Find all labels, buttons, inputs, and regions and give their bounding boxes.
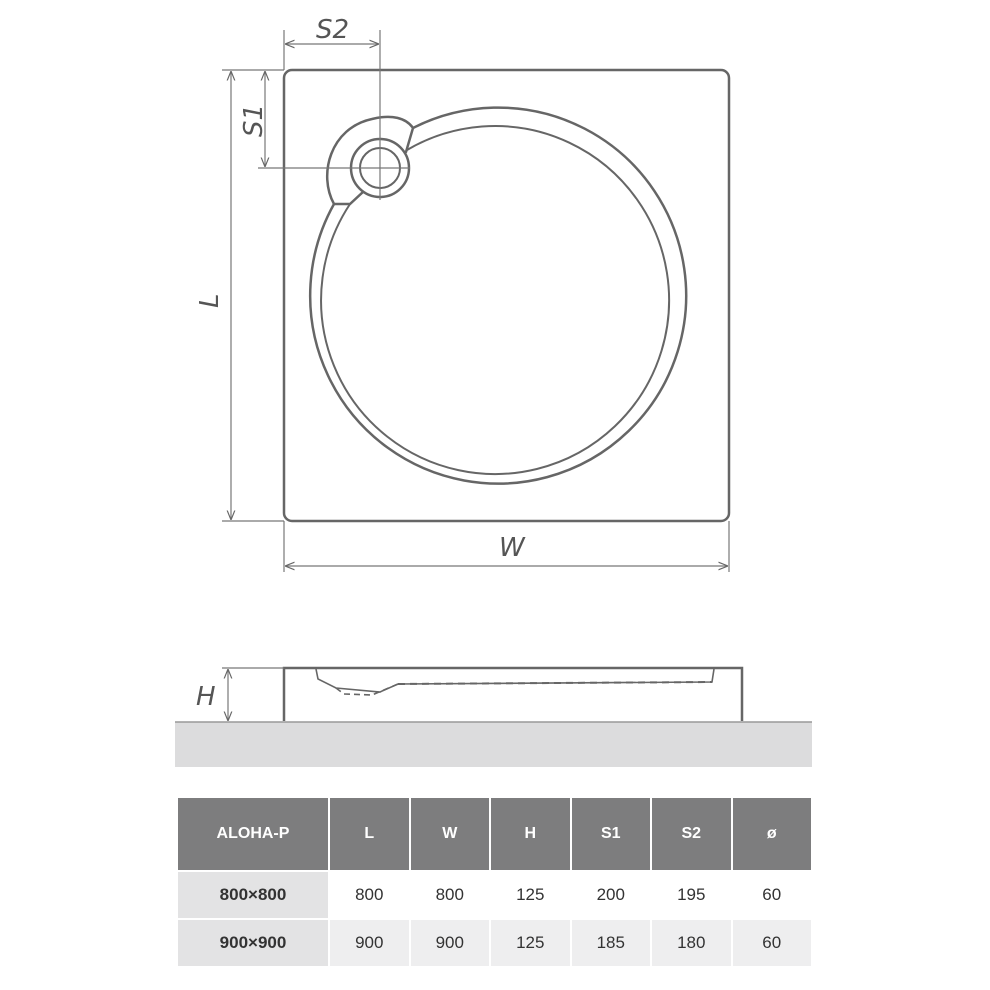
model-cell: 800×800 bbox=[177, 871, 329, 919]
s1-cell: 185 bbox=[571, 919, 652, 967]
w-cell: 900 bbox=[410, 919, 491, 967]
s1-label: S1 bbox=[239, 103, 269, 137]
header-diameter: ø bbox=[732, 797, 813, 871]
tray-side-outline bbox=[284, 668, 742, 721]
specification-table bbox=[176, 796, 813, 968]
s2-cell: 195 bbox=[651, 871, 732, 919]
dimension-h bbox=[222, 668, 284, 720]
dimension-l bbox=[222, 72, 284, 521]
table-row bbox=[177, 871, 812, 919]
header-h: H bbox=[490, 797, 571, 871]
l-cell: 800 bbox=[329, 871, 410, 919]
s2-cell: 180 bbox=[651, 919, 732, 967]
side-view bbox=[284, 668, 742, 721]
h-cell: 125 bbox=[490, 871, 571, 919]
top-view bbox=[284, 70, 729, 521]
diameter-cell: 60 bbox=[732, 871, 813, 919]
l-label: L bbox=[195, 293, 225, 308]
header-s1: S1 bbox=[571, 797, 652, 871]
s2-label: S2 bbox=[316, 15, 350, 45]
l-cell: 900 bbox=[329, 919, 410, 967]
s1-cell: 200 bbox=[571, 871, 652, 919]
table-header-row bbox=[177, 797, 812, 871]
w-label: W bbox=[499, 533, 525, 563]
w-cell: 800 bbox=[410, 871, 491, 919]
model-cell: 900×900 bbox=[177, 919, 329, 967]
header-w: W bbox=[410, 797, 491, 871]
header-l: L bbox=[329, 797, 410, 871]
header-s2: S2 bbox=[651, 797, 732, 871]
floor bbox=[175, 722, 812, 767]
tray-inner-profile bbox=[316, 669, 714, 692]
h-label: H bbox=[196, 682, 216, 712]
diameter-cell: 60 bbox=[732, 919, 813, 967]
header-model: ALOHA-P bbox=[177, 797, 329, 871]
table-row bbox=[177, 919, 812, 967]
h-cell: 125 bbox=[490, 919, 571, 967]
